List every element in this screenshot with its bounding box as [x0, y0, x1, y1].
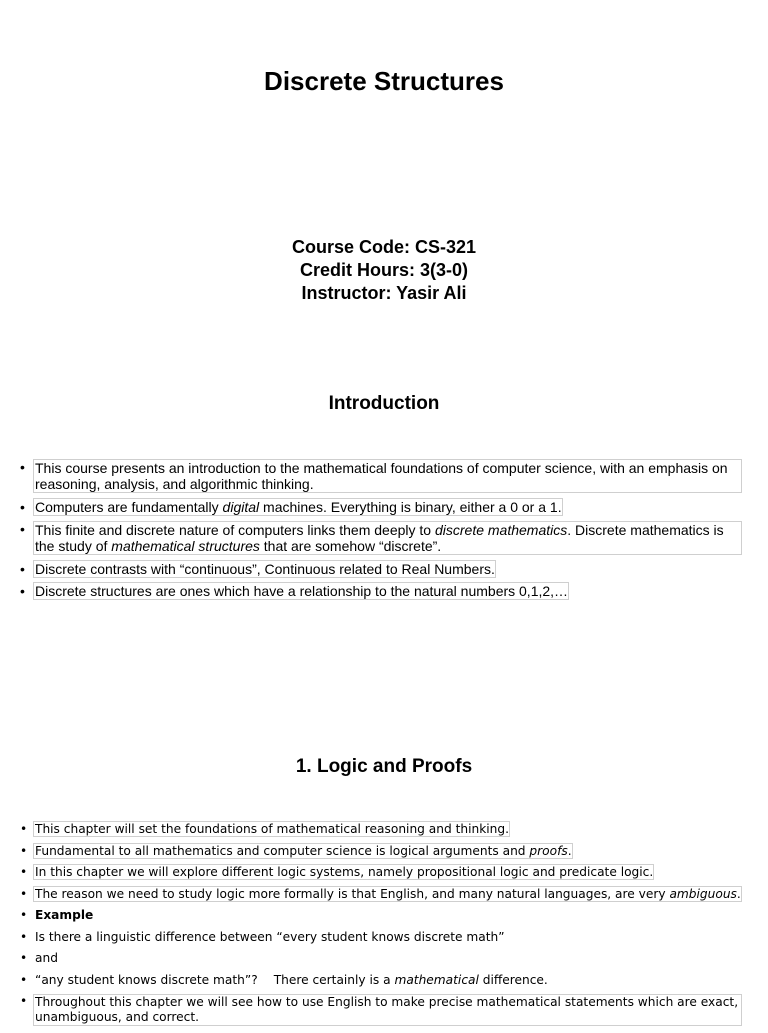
list-item: [20, 583, 742, 599]
bullet-text: Fundamental to all mathematics and computer science is logical arguments and proofs.: [35, 843, 572, 858]
bullet-text: In this chapter we will explore different logic systems, namely propositional logic and predicate logic.: [35, 865, 654, 879]
list-item: [20, 499, 742, 515]
list-item: [20, 561, 742, 577]
bullet-marker: •: [20, 561, 25, 577]
bullet-marker: •: [20, 886, 28, 901]
bullet-marker: •: [20, 521, 25, 537]
list-item: [20, 994, 742, 1026]
bullet-marker: •: [20, 929, 28, 944]
bullet-marker: •: [20, 499, 25, 515]
logic-proofs-bullet-list: [20, 822, 742, 1033]
introduction-bullet-list: [20, 459, 742, 605]
bullet-marker: •: [20, 583, 25, 599]
bullet-text: Discrete contrasts with “continuous”, Continuous related to Real Numbers.: [35, 561, 495, 577]
bullet-marker: •: [20, 951, 28, 965]
list-item: [20, 844, 742, 859]
bullet-text: Discrete structures are ones which have a relationship to the natural numbers 0,1,2,…: [35, 583, 569, 599]
bullet-marker: •: [20, 908, 28, 922]
bullet-text: This finite and discrete nature of computers links them deeply to discrete mathematics. Discrete mathematics is the study of mathematical structures that are somehow “discrete”.: [33, 521, 742, 555]
bullet-text: This chapter will set the foundations of mathematical reasoning and thinking.: [35, 822, 509, 836]
bullet-text: Is there a linguistic difference between “every student knows discrete math”: [35, 929, 505, 944]
list-item: [20, 887, 742, 902]
document-title: Discrete Structures: [264, 66, 504, 96]
bullet-marker: •: [20, 865, 28, 879]
list-item: [20, 459, 742, 493]
credit-hours: Credit Hours: 3(3-0): [299, 260, 469, 280]
bullet-marker: •: [20, 822, 28, 836]
list-item: [20, 973, 742, 988]
introduction-heading: Introduction: [328, 393, 440, 414]
bullet-text: The reason we need to study logic more formally is that English, and many natural languages, are very ambiguous.: [35, 886, 741, 901]
bullet-text: Computers are fundamentally digital machines. Everything is binary, either a 0 or a 1.: [35, 499, 562, 515]
bullet-text: and: [35, 951, 58, 965]
bullet-marker: •: [20, 972, 28, 987]
bullet-marker: •: [20, 459, 25, 475]
logic-proofs-heading: 1. Logic and Proofs: [295, 756, 473, 777]
list-item: [20, 951, 742, 966]
list-item: [20, 822, 742, 837]
bullet-marker: •: [20, 994, 28, 1008]
course-code: Course Code: CS-321: [291, 237, 477, 257]
bullet-text: Throughout this chapter we will see how to use English to make precise mathematical statements which are exact, unambiguous, and correct.: [33, 994, 742, 1026]
instructor: Instructor: Yasir Ali: [301, 283, 467, 303]
list-item: [20, 930, 742, 945]
list-item: [20, 521, 742, 555]
course-info: [0, 236, 768, 305]
bullet-text: This course presents an introduction to the mathematical foundations of computer science, with an emphasis on reasoning, analysis, and algorithmic thinking.: [33, 459, 742, 493]
list-item: [20, 865, 742, 880]
list-item: [20, 908, 742, 923]
bullet-marker: •: [20, 843, 28, 858]
bullet-text: Example: [35, 908, 94, 922]
bullet-text: “any student knows discrete math”? There certainly is a mathematical difference.: [35, 972, 548, 987]
